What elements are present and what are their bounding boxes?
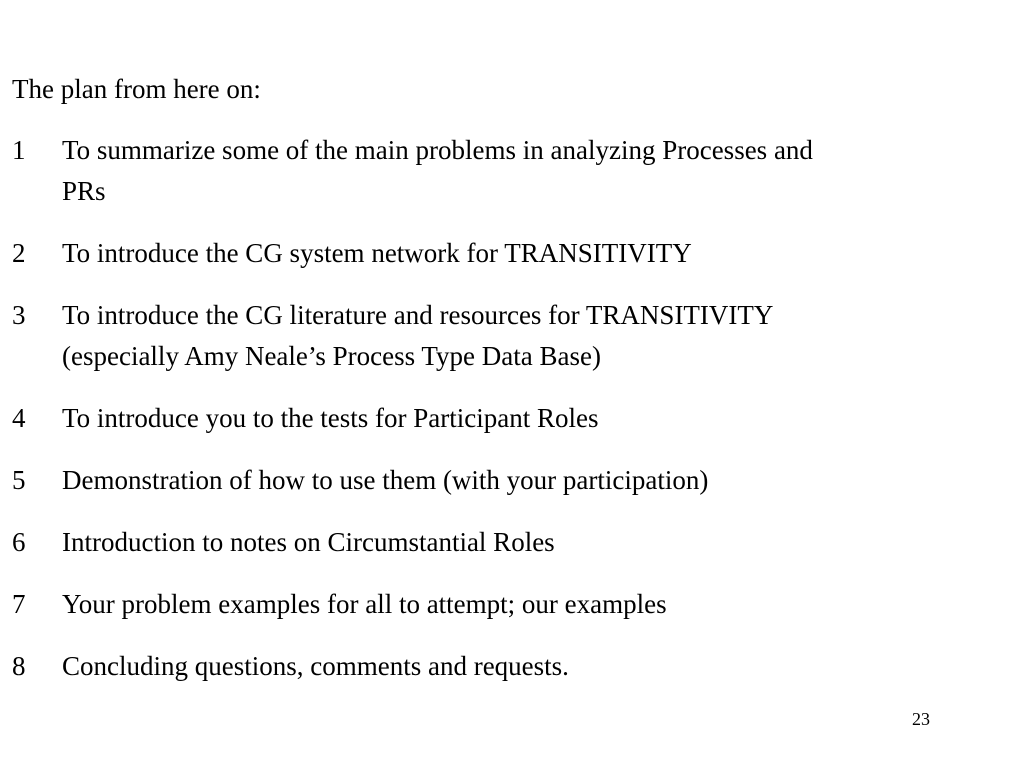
list-item xyxy=(12,233,1016,274)
list-item xyxy=(12,646,1016,687)
page-number: 23 xyxy=(912,709,930,729)
list-item-number: 1 xyxy=(12,135,26,165)
slide-heading: The plan from here on: xyxy=(12,74,261,104)
list-item-number: 8 xyxy=(12,651,26,681)
list-item-text: Concluding questions, comments and requests. xyxy=(62,651,569,681)
list-item-number: 4 xyxy=(12,403,26,433)
list-item-text: To introduce you to the tests for Participant Roles xyxy=(62,403,599,433)
list-item xyxy=(12,460,1016,501)
list-item-number: 6 xyxy=(12,527,26,557)
list-item xyxy=(12,130,1016,212)
list-item-text: To introduce the CG system network for TRANSITIVITY xyxy=(62,238,692,268)
list-item-text: To introduce the CG literature and resources for TRANSITIVITY (especially Amy Neale’s Process Type Data Base) xyxy=(62,300,774,371)
plan-list xyxy=(12,130,1016,708)
list-item-text: Demonstration of how to use them (with your participation) xyxy=(62,465,709,495)
list-item xyxy=(12,295,1016,377)
list-item-text: Introduction to notes on Circumstantial Roles xyxy=(62,527,555,557)
list-item-number: 2 xyxy=(12,238,26,268)
list-item-text: Your problem examples for all to attempt; our examples xyxy=(62,589,667,619)
list-item-text: To summarize some of the main problems in analyzing Processes and PRs xyxy=(62,135,813,206)
list-item-number: 7 xyxy=(12,589,26,619)
list-item-number: 5 xyxy=(12,465,26,495)
list-item xyxy=(12,584,1016,625)
list-item xyxy=(12,522,1016,563)
list-item xyxy=(12,398,1016,439)
list-item-number: 3 xyxy=(12,300,26,330)
